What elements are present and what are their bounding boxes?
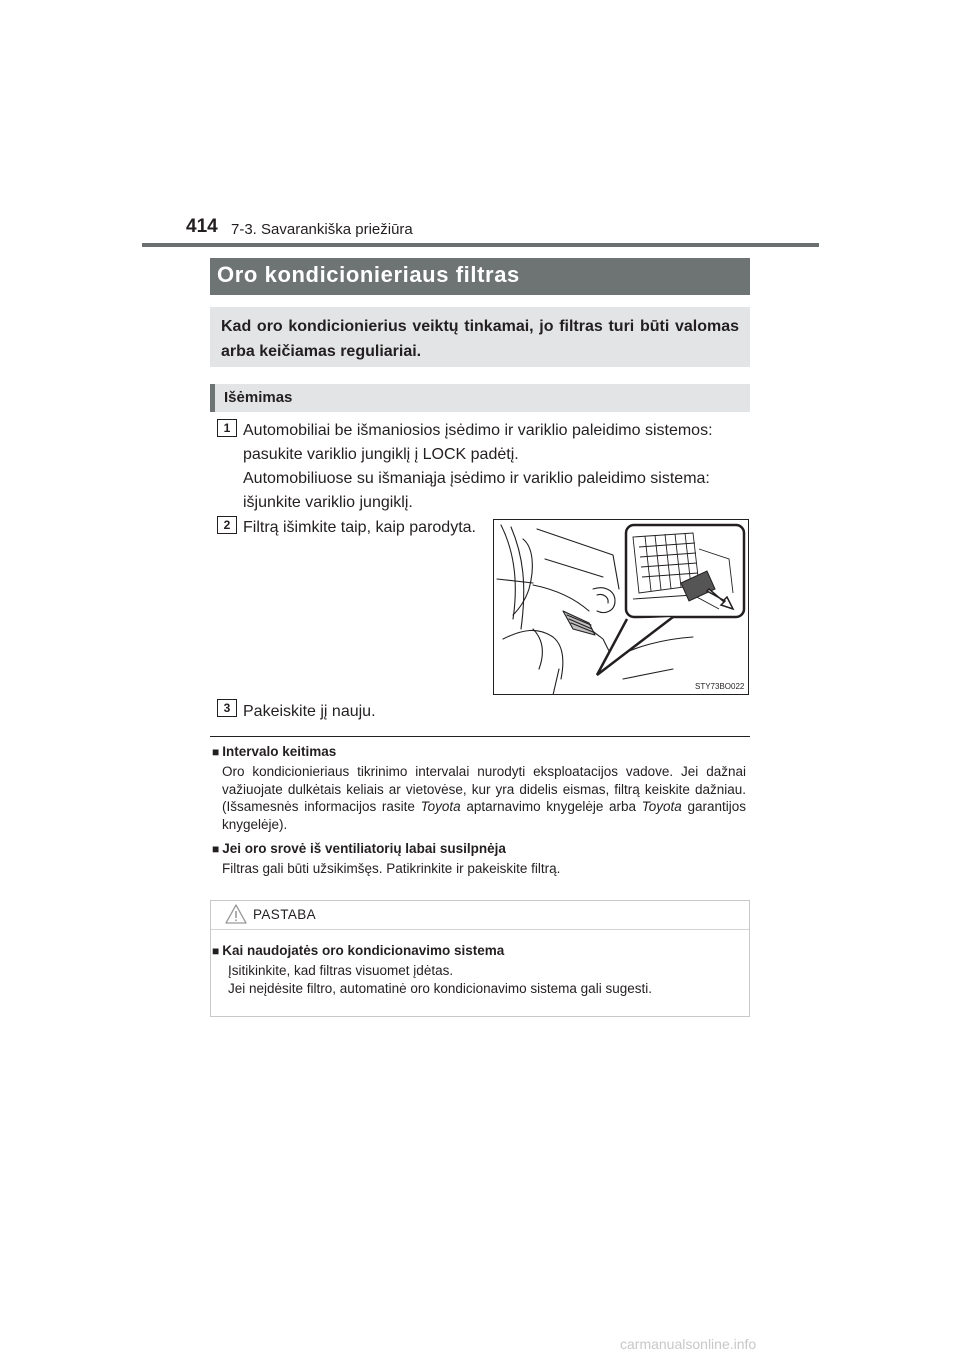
square-bullet-icon: ■ [212,745,220,759]
step-3-badge: 3 [217,699,237,717]
page-number: 414 [186,216,218,237]
note-2-body: Filtras gali būti užsikimšęs. Patikrinkite ir pakeiskite filtrą. [222,861,561,876]
note-1-body-part-3: garantijos knygelėje). [222,799,746,832]
section-title: Oro kondicionieriaus filtras [217,262,520,287]
note-1-brand-2: Toyota [641,799,682,814]
chapter-title: 7-3. Savarankiška priežiūra [231,221,413,238]
caution-line-2: Jei neįdėsite filtro, automatinė oro kondicionavimo sistema gali sugesti. [228,980,652,996]
caution-title [212,943,504,958]
note-2-title [212,841,506,856]
note-1-body-part-2: aptarnavimo knygelėje arba [460,799,642,814]
step-1-paragraph-1: Automobiliai be išmaniosios įsėdimo ir variklio paleidimo sistemos: pasukite variklio jungiklį į LOCK padėtį. [243,422,713,463]
step-1-paragraph-2: Automobiliuose su išmaniąja įsėdimo ir variklio paleidimo sistema: išjunkite variklio jungiklį. [243,470,710,511]
header-divider [142,243,819,247]
notes-divider [210,736,750,737]
caution-label: PASTABA [253,907,317,922]
watermark: carmanualsonline.info [620,1336,757,1352]
note-1-brand-1: Toyota [420,799,461,814]
step-2-text: Filtrą išimkite taip, kaip parodyta. [243,519,476,536]
caution-line-1: Įsitikinkite, kad filtras visuomet įdėtas. [228,963,454,978]
intro-text: Kad oro kondicionierius veiktų tinkamai, jo filtras turi būti valomas arba keičiamas reguliariai. [221,318,739,360]
note-1-body-part-1: Oro kondicionieriaus tikrinimo intervalai nurodyti eksploatacijos vadove. Jei dažnai važiuojate dulkėtais keliais ar vietovėse, kur yra didelis eismas, filtrą keiskite dažniau. (Išsamesnės informacijos rasite [222,764,746,814]
note-1-title-text: Intervalo keitimas [222,744,337,759]
square-bullet-icon: ■ [212,944,220,958]
caution-body [228,962,728,997]
step-3-text: Pakeiskite jį nauju. [243,703,376,720]
subsection-accent [210,384,215,412]
note-1-title [212,744,336,759]
note-2-title-text: Jei oro srovė iš ventiliatorių labai susilpnėja [222,841,506,856]
subsection-title: Išėmimas [224,389,293,406]
figure-code: STY73BO022 [695,682,745,691]
caution-divider [211,929,749,930]
step-1-badge: 1 [217,419,237,437]
caution-title-text: Kai naudojatės oro kondicionavimo sistema [222,943,505,958]
note-1-body [222,763,746,833]
warning-triangle-icon [224,903,248,925]
step-2-badge: 2 [217,516,237,534]
filter-removal-illustration [493,519,749,695]
square-bullet-icon: ■ [212,842,220,856]
